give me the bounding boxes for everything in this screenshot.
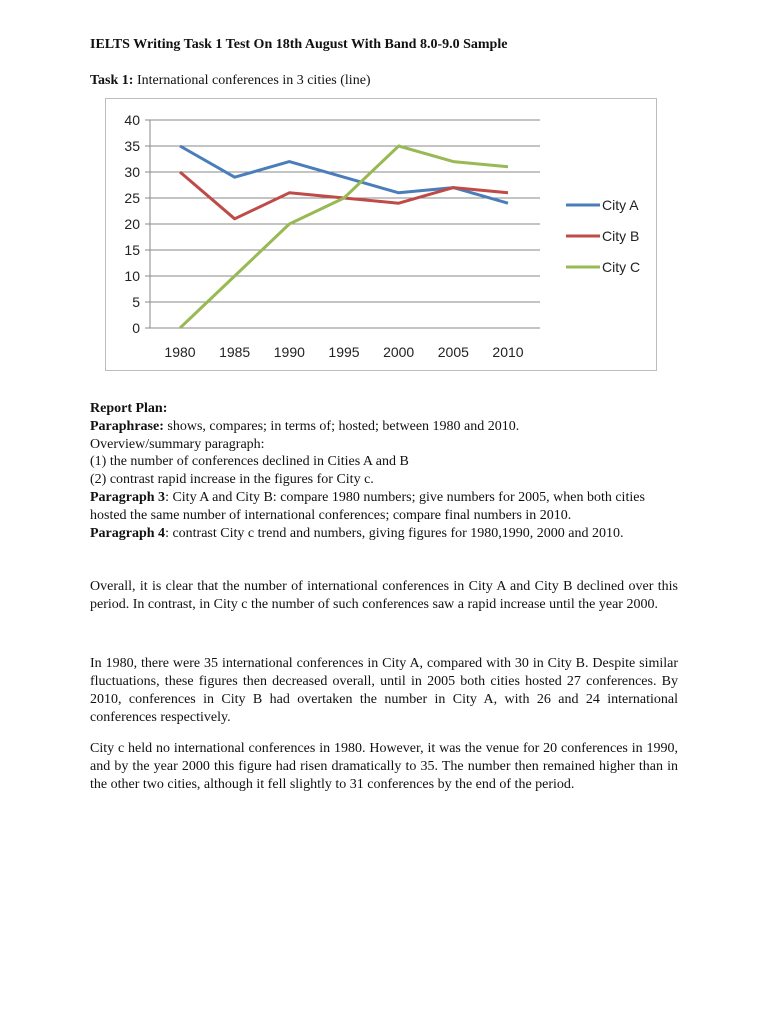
y-tick-label: 20 (124, 216, 140, 232)
y-tick-label: 15 (124, 242, 140, 258)
plan-paraphrase (90, 418, 680, 436)
x-tick-label: 1985 (219, 344, 251, 360)
plan-heading: Report Plan: (90, 401, 168, 416)
x-tick-label: 1980 (164, 344, 196, 360)
series-line-city-b (180, 172, 508, 219)
task-text: International conferences in 3 cities (line) (136, 73, 371, 88)
essay-paragraph-3: City c held no international conferences in 1980. However, it was the venue for 20 conferences in 1990, and by the year 2000 this figure had risen dramatically to 35. The number then remained higher than in the other two cities, although it fell slightly to 31 conferences by the end of the period. (90, 741, 678, 792)
y-tick-label: 35 (124, 138, 140, 154)
x-tick-label: 1995 (328, 344, 360, 360)
paraphrase-label: Paraphrase: (90, 418, 164, 434)
plan-point-2: (2) contrast rapid increase in the figures for City c. (90, 472, 374, 488)
paraphrase-text: shows, compares; in terms of; hosted; between 1980 and 2010. (163, 418, 520, 434)
plan-overview: Overview/summary paragraph: (90, 436, 265, 452)
legend-label: City C (602, 259, 641, 275)
x-tick-label: 2000 (383, 344, 415, 360)
y-tick-label: 25 (124, 190, 140, 206)
task-label: Task 1: (90, 73, 134, 88)
y-tick-label: 0 (132, 320, 140, 336)
y-tick-label: 5 (132, 294, 140, 310)
y-tick-label: 30 (124, 164, 140, 180)
line-chart (105, 98, 657, 371)
para3-label: Paragraph 3 (90, 489, 166, 505)
task-line (90, 73, 371, 89)
legend-label: City A (602, 197, 639, 213)
para4-text: : contrast City c trend and numbers, giving figures for 1980,1990, 2000 and 2010. (165, 525, 624, 541)
para4-label: Paragraph 4 (90, 525, 166, 541)
x-tick-label: 2005 (437, 344, 469, 360)
plan-point-1: (1) the number of conferences declined in Cities A and B (90, 454, 409, 470)
x-tick-label: 2010 (492, 344, 524, 360)
plan-paragraph-3 (90, 489, 680, 525)
x-tick-label: 1990 (273, 344, 305, 360)
line-chart-svg (106, 99, 658, 372)
essay-paragraph-1: Overall, it is clear that the number of international conferences in City A and City B declined over this period. In contrast, in City c the number of such conferences saw a rapid increase until the year 2000. (90, 579, 678, 612)
legend-label: City B (602, 228, 640, 244)
document-title: IELTS Writing Task 1 Test On 18th August With Band 8.0-9.0 Sample (90, 37, 508, 52)
y-tick-label: 40 (124, 112, 140, 128)
essay-paragraph-2: In 1980, there were 35 international conferences in City A, compared with 30 in City B. Despite similar fluctuations, these figures then decreased overall, until in 2005 both cities hosted 27 conferences. By 2010, conferences in City B had overtaken the number in City A, with 26 and 24 international conferences respectively. (90, 656, 678, 725)
series-line-city-a (180, 146, 508, 203)
para3-text: : City A and City B: compare 1980 numbers; give numbers for 2005, when both cities hosted the same number of international conferences; compare final numbers in 2010. (90, 489, 645, 523)
y-tick-label: 10 (124, 268, 140, 284)
report-plan (90, 400, 680, 542)
plan-paragraph-4 (90, 525, 680, 543)
